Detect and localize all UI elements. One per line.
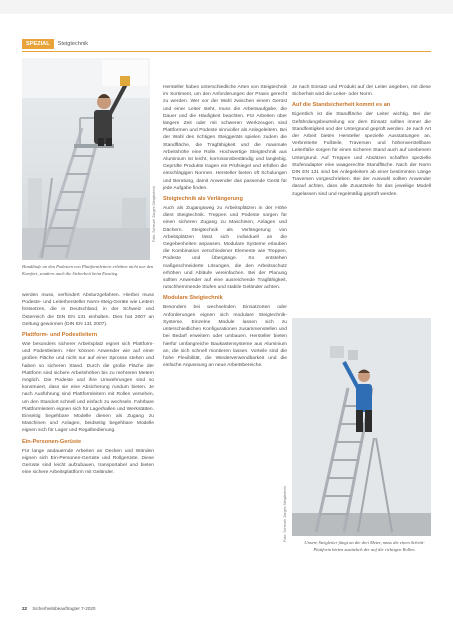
publication-name: Sicherheitsbeauftragter 7-2020 bbox=[32, 606, 96, 611]
section-label: SPEZIAL bbox=[22, 39, 54, 49]
page-header-bar bbox=[0, 0, 453, 14]
paragraph: Auch als Zugangsweg zu Arbeitsplätzen in der Höhe dient Steigtechnik. Treppen und Podeste sorgen für einen sicheren Zugang zu Maschinen, Anlagen und Dächern. Steigtechnik als Verlängerung von Arbeitsplätzen lässt sich individuell an die Gegebenheiten anpassen. Modulare Systeme erlauben die Kombination verschiedener Elemente wie Treppen, Podeste und Übergänge. So entstehen maßgeschneiderte Lösungen, die den Arbeitsschutz erhöhen und Abläufe vereinfachen. Bei der Planung sollten Anwender auf eine ausreichende Tragfähigkeit, rutschhemmende Stufen und stabile Geländer achten. bbox=[163, 206, 287, 291]
section-rule bbox=[22, 51, 431, 52]
text-column-1 bbox=[22, 292, 154, 476]
page-footer bbox=[22, 606, 95, 611]
paragraph: Je nach Einsatz und Produkt auf der Leiter angeben, mit diese Sicherheit wird die Leiter- oder Norm. bbox=[292, 85, 431, 98]
page-number: 22 bbox=[22, 606, 28, 611]
photo-worker-platform-ladder bbox=[22, 58, 150, 260]
paragraph: werden muss, verhindert Absturzgefahren. Hierbei muss Podeste- und Leiterhersteller Norm-Steig-Geräte wie Leitern festsetzen, die in Deutschland, in der Schweiz und Österreich die DIN EN 131 einhalten. Dies hat 2007 an Geltung gewonnen (DIN EN 131 2007). bbox=[22, 293, 154, 327]
text-column-3 bbox=[292, 84, 431, 198]
subheading: Auf die Standsicherheit kommt es an bbox=[292, 102, 391, 109]
photo-credit: Foto: Scheuch Zarges Steigtechnik bbox=[152, 186, 156, 242]
paragraph: Eigentlich ist die Standfläche der Leiter wichtig. Bei der Gefährdungsbeurteilung vor dem Einsatz sollten immer die Standfestigkeit und der Untergrund geprüft werden. Je nach Art der Arbeit bieten Hersteller spezielle Ausstattungen an. Verbreiterte Fußteile, Traversen und höhenverstellbare Leiterfüße sorgen für einen sicheren Stand auch auf unebenem Untergrund. Auf Treppen und Absätzen schaffen spezielle Stufenadapter eine waagerechte Standfläche. Nach der Norm DIN EN 131 sind bei Anlegeleitern ab einer bestimmten Länge Traversen vorgeschrieben. Bei der Auswahl sollten Anwender darauf achten, dass alle Zusatzteile für das jeweilige Modell zugelassen sind und regelmäßig geprüft werden. bbox=[292, 112, 431, 197]
paragraph: Hersteller haben unterschiedliche Arten von Steigtechnik im Sortiment, um den Anforderungen der Praxis gerecht zu werden. Wer vor der Wahl zwischen einem Gerüst und einer Leiter steht, muss die Arbeitsaufgabe, die Dauer und die Häufigkeit beachten. Für Arbeiten über längere Zeit oder mit schweren Werkzeugen sind Plattformen und Podeste sinnvoller als Anlegeleitern. Bei der Wahl des richtigen Steiggeräts spielen zudem die Standfläche, die Tragfähigkeit und die maximale Arbeitshöhe eine Rolle. Hochwertige Steigtechnik aus Aluminium ist leicht, korrosionsbeständig und langlebig. Geprüfte Produkte tragen ein Prüfsiegel und erfüllen die einschlägigen Normen. Hersteller bieten oft Schulungen und Beratung, damit Anwender das passende Gerät für jede Aufgabe finden. bbox=[163, 85, 287, 191]
photo-caption: Handläufe an den Podesten von Plattformleitern erhöhen nicht nur den Komfort, sondern auch die Sicherheit beim Einstieg. bbox=[22, 264, 154, 276]
subheading: Steigtechnik als Verlängerung bbox=[163, 196, 243, 203]
subheading: Ein-Personen-Gerüste bbox=[22, 438, 82, 445]
section-tab bbox=[22, 38, 88, 50]
paragraph: Für lange andauernde Arbeiten an Decken und Wänden eignen sich Ein-Personen-Gerüste und Rollgerüste. Diese Gerüste sind leicht aufzubauen, transportabel und bieten eine sichere Arbeitsplattform mit Geländer. bbox=[22, 448, 154, 476]
photo-worker-tall-ladder bbox=[292, 318, 431, 536]
text-column-2 bbox=[163, 84, 287, 369]
paragraph: Wie besonders sicherer Arbeitsplatz eignet sich Plattform- und Podestleitern. Hier können Anwender wie auf einer großen Fläche und nicht nur auf einer Sprosse stehen und haben so sicheren Stand. Durch die große Fläche der Plattform sind sichere Arbeitshöhen bis zu mehreren Metern möglich. Die Podeste und ihre Umwehrungen sind so konstruiert, dass sie eine Absicherung rundum bieten. Je nach Ausführung sind Plattformleitern mit Rollen versehen, um den Standort schnell und einfach zu wechseln. Fahrbare Plattformleitern eignen sich für Lagerhallen und Werkstätten. Einseitig begehbare Modelle dienen als Zugang zu Maschinen und Anlagen, beidseitig begehbare Modelle eignen sich für Lager und Regalbedienung. bbox=[22, 342, 154, 434]
photo-caption: Unsere Steigleiter fängt an die drei Meter, muss die einen Schritt-Plattform bieten zusätzlich der auf die richtigen Rollen. bbox=[304, 540, 425, 552]
subheading: Modulare Steigtechnik bbox=[163, 295, 223, 302]
section-sub: Steigtechnik bbox=[57, 41, 89, 47]
paragraph: Besonders bei wechselnden Einsatzorten oder Anforderungen eignen sich modulare Steigtechnik-Systeme. Einzelne Module lassen sich zu unterschiedlichen Konfigurationen zusammenstellen und bei Bedarf erweitern oder umbauen. Hersteller bieten hierfür umfangreiche Baukastensysteme aus Aluminium an, die sich schnell montieren lassen. Vorteile sind die hohe Flexibilität, die Wiederverwendbarkeit und die einfache Anpassung an neue Arbeitsbereiche. bbox=[163, 305, 287, 369]
subheading: Plattform- und Podestleitern bbox=[22, 332, 98, 339]
photo-credit: Foto: Scheuch Zarges Steigtechnik bbox=[283, 486, 287, 542]
